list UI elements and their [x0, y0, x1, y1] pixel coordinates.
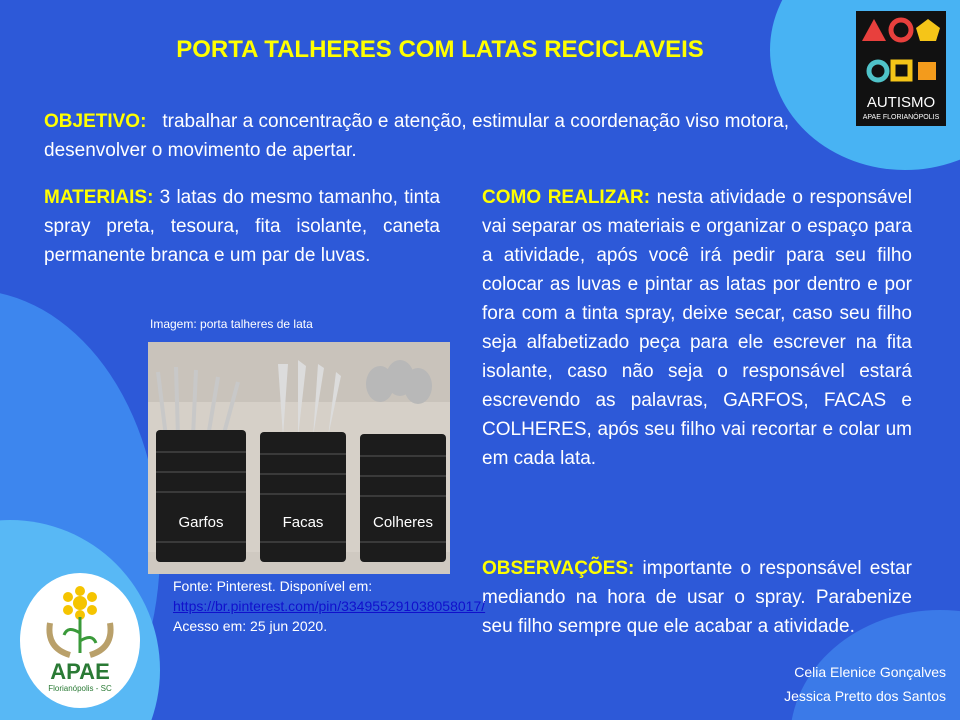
image-caption: Imagem: porta talheres de lata: [150, 317, 313, 331]
como-realizar-label: COMO REALIZAR:: [482, 187, 651, 208]
observacoes-text: importante o responsável estar mediando na hora de usar o spray. Parabenize seu filho sempre que ele acabar a atividade.: [482, 558, 912, 637]
objetivo-paragraph: [44, 107, 789, 165]
autismo-logo-title: AUTISMO: [866, 94, 936, 111]
observacoes-paragraph: [482, 554, 912, 641]
can-label-facas: Facas: [282, 514, 324, 531]
credit-author-1: Celia Elenice Gonçalves: [794, 664, 946, 680]
image-source: [173, 576, 486, 636]
source-link[interactable]: https://br.pinterest.com/pin/334955291038058017/: [173, 598, 486, 614]
materiais-paragraph: [44, 183, 440, 270]
can-label-colheres: Colheres: [372, 514, 434, 531]
source-suffix: Acesso em: 25 jun 2020.: [173, 618, 328, 634]
observacoes-label: OBSERVAÇÕES:: [482, 558, 635, 579]
can-label-garfos: Garfos: [178, 514, 224, 531]
objetivo-text: trabalhar a concentração e atenção, estimular a coordenação viso motora, desenvolver o movimento de apertar.: [44, 111, 789, 161]
source-prefix: Fonte: Pinterest. Disponível em:: [173, 578, 373, 594]
autismo-logo: [856, 11, 946, 126]
page-title: PORTA TALHERES COM LATAS RECICLAVEIS: [176, 36, 704, 63]
como-realizar-paragraph: [482, 183, 912, 473]
cutlery-cans-photo: [148, 342, 450, 574]
apae-logo: [20, 573, 140, 708]
objetivo-label: OBJETIVO:: [44, 111, 147, 132]
credit-author-2: Jessica Pretto dos Santos: [784, 688, 946, 704]
materiais-text: 3 latas do mesmo tamanho, tinta spray preta, tesoura, fita isolante, caneta permanente branca e um par de luvas.: [44, 187, 441, 266]
autismo-logo-subtitle: APAE FLORIANÓPOLIS: [862, 114, 940, 121]
credits: [784, 660, 946, 708]
materiais-label: MATERIAIS:: [44, 187, 154, 208]
apae-logo-subtitle: Florianópolis - SC: [48, 684, 112, 693]
como-realizar-text: nesta atividade o responsável vai separar os materiais e organizar o espaço para a atividade, após você irá pedir para seu filho colocar as luvas e pintar as latas por dentro e por fora com a tinta spray, deixe secar, caso seu filho seja alfabetizado peça para ele escrever na fita isolante, caso não seja o responsável estará escrevendo as palavras, GARFOS, FACAS e COLHERES, após seu filho vai recortar e colar um em cada lata.: [482, 187, 912, 469]
apae-logo-title: APAE: [50, 659, 110, 684]
